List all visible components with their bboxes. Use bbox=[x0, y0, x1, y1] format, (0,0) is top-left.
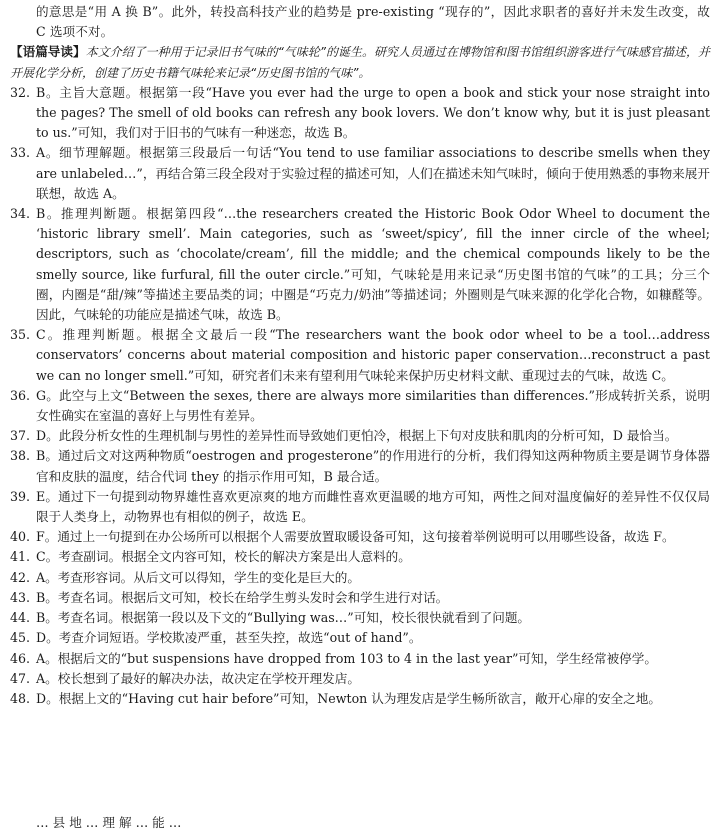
answer-item-48 bbox=[10, 689, 710, 709]
answer-item-39 bbox=[10, 487, 710, 527]
passage-guide bbox=[10, 42, 710, 82]
answer-item-41 bbox=[10, 547, 710, 567]
answer-item-34 bbox=[10, 204, 710, 325]
answer-item-46 bbox=[10, 649, 710, 669]
answer-number: 40. bbox=[10, 529, 31, 545]
passage-guide-label: 【语篇导读】 bbox=[10, 44, 86, 60]
answer-text: A。根据后文的“but suspensions have dropped from 103 to 4 in the last year”可知，学生经常被停学。 bbox=[36, 650, 657, 666]
answer-text: F。通过上一句提到在办公场所可以根据个人需要放置取暖设备可知，这句接着举例说明可以用哪些设备，故选 F。 bbox=[36, 529, 675, 545]
answer-text: B。主旨大意题。根据第一段“Have you ever had the urge to open a book and stick your nose straight into the pages? The smell of old books can refresh any book lovers. We don’t know why, but it is just pleasant to us.”可知，我们对于旧书的气味有一种迷恋，故选 B。 bbox=[36, 84, 710, 141]
answer-text: B。考查名词。根据第一段以及下文的“Bullying was…”可知，校长很快就看到了问题。 bbox=[36, 610, 531, 626]
answer-text: D。此段分析女性的生理机制与男性的差异性而导致她们更怕冷，根据上下句对皮肤和肌肉的分析可知，D 最恰当。 bbox=[36, 428, 678, 444]
answer-item-38 bbox=[10, 446, 710, 486]
answer-item-43 bbox=[10, 588, 710, 608]
answer-text: A。细节理解题。根据第三段最后一句话“You tend to use familiar associations to describe smells when they are unlabeled…”，再结合第三段全段对于实验过程的描述可知，人们在描述未知气味时，倾向于使用熟悉的事物来展开联想，故选 A。 bbox=[36, 145, 710, 201]
answer-number: 38. bbox=[10, 448, 31, 464]
answer-text: B。通过后文对这两种物质“oestrogen and progesterone”的作用进行的分析，我们得知这两种物质主要是调节身体器官和皮肤的温度，结合代词 they 的指示作用可知，B 最合适。 bbox=[36, 448, 710, 484]
answer-text: B。考查名词。根据后文可知，校长在给学生剪头发时会和学生进行对话。 bbox=[36, 589, 449, 605]
answer-number: 45. bbox=[10, 630, 31, 646]
answer-item-42 bbox=[10, 568, 710, 588]
answer-number: 44. bbox=[10, 610, 31, 626]
passage-guide-text: 本文介绍了一种用于记录旧书气味的“气味轮”的诞生。研究人员通过在博物馆和图书馆组织游客进行气味感官描述，并开展化学分析，创建了历史书籍气味轮来记录“历史图书馆的气味”。 bbox=[10, 45, 711, 80]
answer-item-36 bbox=[10, 386, 710, 426]
answer-item-47 bbox=[10, 669, 710, 689]
answer-item-32 bbox=[10, 83, 710, 144]
answer-text: D。考查介词短语。学校欺凌严重，甚至失控，故选“out of hand”。 bbox=[36, 630, 422, 646]
answer-number: 47. bbox=[10, 670, 31, 686]
answer-text: C。推理判断题。根据全文最后一段“The researchers want the book odor wheel to be a tool…address conservators’ concerns about material composition and historic paper conservation…reconstruct a past we can no longer smell.”可知，研究者们未来有望利用气味轮来保护历史材料文献、重现过去的气味，故选 C。 bbox=[36, 327, 710, 383]
answer-text: A。考查形容词。从后文可以得知，学生的变化是巨大的。 bbox=[36, 569, 360, 585]
answer-number: 46. bbox=[10, 650, 31, 666]
answer-number: 33. bbox=[10, 145, 31, 161]
answer-number: 39. bbox=[10, 488, 31, 504]
answer-number: 42. bbox=[10, 569, 31, 585]
answer-text: B。推理判断题。根据第四段“…the researchers created the Historic Book Odor Wheel to document the ‘historic library smell’. Main categories, such as ‘sweet/spicy’, fill the inner circle of the wheel; descriptors, such as ‘chocolate/cream’, fill the middle; and the chemical compounds likely to be the smelly source, like furfural, fill the outer circle.”可知，气味轮是用来记录“历史图书馆的气味”的工具；分三个圈，内圈是“甜/辣”等描述主要品类的词；中圈是“巧克力/奶油”等描述词；外圈则是气味来源的化学化合物，如糠醛等。因此，气味轮的功能应是描述气味，故选 B。 bbox=[36, 206, 710, 323]
intro-paragraph: 的意思是“用 A 换 B”。此外，转投高科技产业的趋势是 pre-existing “现存的”，因此求职者的喜好并未发生改变，故 C 选项不对。 bbox=[36, 4, 710, 40]
answer-number: 36. bbox=[10, 387, 31, 403]
answer-item-44 bbox=[10, 608, 710, 628]
answer-text: E。通过下一句提到动物界雄性喜欢更凉爽的地方而雌性喜欢更温暖的地方可知，两性之间对温度偏好的差异性不仅仅局限于人类身上，动物界也有相似的例子，故选 E。 bbox=[36, 488, 710, 525]
answer-number: 37. bbox=[10, 428, 31, 444]
answer-text: A。校长想到了最好的解决办法，故决定在学校开理发店。 bbox=[36, 670, 360, 686]
answer-text: C。考查副词。根据全文内容可知，校长的解决方案是出人意料的。 bbox=[36, 549, 411, 565]
answer-number: 48. bbox=[10, 690, 31, 706]
answer-number: 34. bbox=[10, 206, 31, 222]
answer-text: D。根据上文的“Having cut hair before”可知，Newton 认为理发店是学生畅所欲言，敞开心扉的安全之地。 bbox=[36, 690, 661, 706]
answer-number: 43. bbox=[10, 589, 31, 605]
cutoff-line: … 县 地 … 理 解 … 能 … bbox=[36, 815, 182, 830]
answer-item-45 bbox=[10, 628, 710, 648]
answer-item-33 bbox=[10, 143, 710, 204]
answer-number: 41. bbox=[10, 549, 31, 565]
answer-number: 32. bbox=[10, 84, 31, 100]
answer-item-40 bbox=[10, 527, 710, 547]
answer-text: G。此空与上文“Between the sexes, there are always more similarities than differences.”形成转折关系，说明女性确实在室温的喜好上与男性有差异。 bbox=[36, 387, 710, 424]
answer-item-35 bbox=[10, 325, 710, 386]
answer-item-37 bbox=[10, 426, 710, 446]
answer-number: 35. bbox=[10, 327, 31, 343]
